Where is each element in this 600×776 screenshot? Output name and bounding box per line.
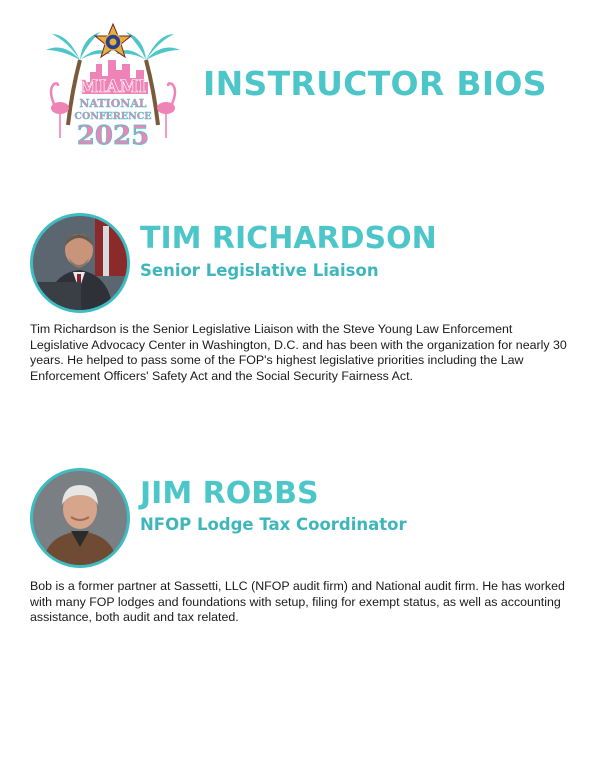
speaker-at-podium-photo (33, 216, 127, 310)
instructor-role: Senior Legislative Liaison (140, 261, 379, 280)
instructor-bio: Bob is a former partner at Sassetti, LLC (NFOP audit firm) and National audit firm. He has worked with many FOP lodges and foundations with setup, filing for exempt status, as well as accounting assistance, both audit and tax related. (30, 579, 565, 624)
miami-conference-logo-graphic (38, 20, 188, 152)
instructor-photo-tim-richardson (30, 213, 130, 313)
page-title: INSTRUCTOR BIOS (203, 64, 547, 103)
instructor-role: NFOP Lodge Tax Coordinator (140, 515, 407, 534)
instructor-photo-jim-robbs (30, 468, 130, 568)
headshot-photo (33, 471, 127, 565)
svg-text:CONFERENCE: CONFERENCE (74, 111, 152, 122)
instructor-name: TIM RICHARDSON (140, 221, 437, 256)
svg-text:2025: 2025 (76, 121, 150, 151)
instructor-bio: Tim Richardson is the Senior Legislative Liaison with the Steve Young Law Enforcement Legislative Advocacy Center in Washington, D.C. and has been with the organization for nearly 30 years. He helped to pass some of the FOP's highest legislative priorities including the Law Enforcement Officers' Safety Act and the Social Security Fairness Act. (30, 322, 567, 383)
svg-text:MIAMI: MIAMI (79, 77, 147, 97)
instructor-name: JIM ROBBS (140, 476, 319, 511)
conference-logo (38, 20, 188, 152)
svg-text:NATIONAL: NATIONAL (79, 97, 147, 110)
